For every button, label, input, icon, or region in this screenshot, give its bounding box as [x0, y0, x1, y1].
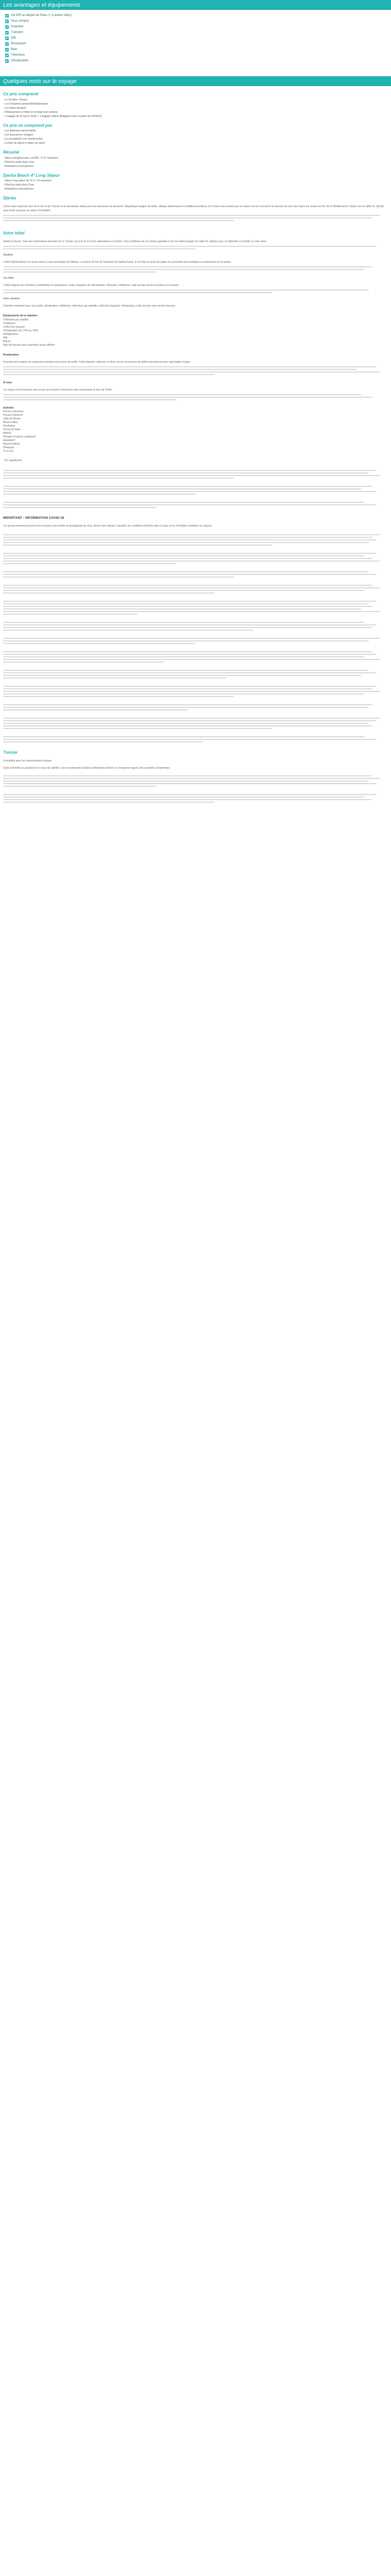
text-block	[3, 215, 388, 221]
text-block	[3, 718, 388, 729]
text-block	[3, 601, 388, 615]
compris-line: - Le Vol aller / Retour	[3, 98, 27, 101]
text-block	[3, 366, 388, 375]
equipement-item: Balcon	[3, 340, 11, 343]
equipement-item: Téléphone	[3, 321, 15, 325]
chambre-label: Votre chambre	[3, 297, 20, 301]
rooms-text: L'hôtel dispose de chambres confortables et spacieuses, toutes équipées de climatisation, télévision, téléphone, salle de bain privée et balcon ou terrasse.	[3, 284, 180, 287]
activite-item: Piscine intérieure	[3, 414, 23, 417]
compris-line: - Les Transferts aéroport/hôtel/aéroport	[3, 102, 48, 106]
djerba-heading: Djerba Beach 4* Long Séjour	[3, 173, 60, 178]
activite-item: Pétanque	[3, 446, 14, 450]
equipement-label: Équipements de la chambre	[3, 314, 38, 318]
hotel-heading: Votre hôtel	[3, 230, 25, 235]
text-block	[3, 470, 388, 479]
text-block	[3, 486, 388, 495]
text-block	[3, 704, 388, 710]
text-block	[3, 246, 388, 249]
non-compris-line: - Les dépenses personnelles	[3, 129, 36, 133]
compris-line: - Hébergement à l'hôtel en formule tout compris	[3, 110, 58, 114]
djerba-line: - Hôtel les pieds dans l'eau	[3, 183, 34, 187]
hotel-intro: Djerba la douce, l'une des destinations favorites de la Tunisie, est une île à la fois authentique et colorée. Vous profiterez de son climat agréable et de ses belles plages de sable fin, idéales pour se détendre en famille ou entre amis.	[3, 240, 267, 243]
restaurant-label: Restauration	[3, 353, 19, 357]
avantage-item: Vol A/R au départ de Paris (+ d autres villes)	[5, 13, 388, 19]
text-block	[3, 622, 388, 631]
checkmark-icon	[5, 37, 9, 40]
djerba-line: - Séjour long séjour de 15 J / 14 semaines	[3, 179, 52, 183]
notes-text: Les repas et les boissons sont servis aux horaires d'ouverture des restaurants et bars de l'hôtel.	[3, 388, 113, 392]
tunisie-heading: Tunisie	[3, 750, 18, 755]
avantage-item: Climatisation	[5, 58, 388, 64]
avantage-item: Télévision	[5, 53, 388, 58]
resume-list	[3, 156, 388, 168]
activite-item: Tir à l'arc	[3, 450, 14, 453]
restaurant-text: Formule tout compris au restaurant principal sous forme de buffet. Petit-déjeuner, déjeuner et dîner servis sous forme de buffet international avec spécialités locales.	[3, 360, 191, 364]
activite-item: Équitation*	[3, 439, 16, 443]
text-block	[3, 290, 388, 293]
text-block	[3, 502, 388, 508]
compris-line: - Les taxes aéroport	[3, 106, 26, 110]
equipement-item: Réfrigérateur	[3, 332, 19, 336]
checkmark-icon	[5, 20, 9, 23]
avantage-item: Chambre	[5, 24, 388, 30]
checkmark-icon	[5, 14, 9, 18]
text-block	[3, 651, 388, 663]
checkmark-icon	[5, 42, 9, 46]
compris-heading: Ce prix comprend	[3, 92, 39, 96]
rooms-label: Vos hôtel	[3, 276, 14, 280]
activites-label: Activités	[3, 406, 14, 410]
resume-heading: Résumé	[3, 150, 20, 155]
activite-item: Beach football	[3, 443, 20, 446]
equipement-item: Wifi	[3, 336, 8, 340]
non-compris-line: - La taxe de séjour à régler sur place	[3, 142, 45, 145]
non-compris-line: - Les assurances voyages	[3, 133, 34, 137]
djerba-line: - Animations francophones	[3, 188, 34, 191]
important-heading: IMPORTANT : INFORMATION COVID-19	[3, 517, 64, 520]
notes-label: À noter	[3, 381, 12, 384]
equipement-list	[3, 318, 388, 347]
checkmark-icon	[5, 31, 9, 35]
text-block	[3, 736, 388, 742]
text-block	[3, 775, 388, 787]
djerba-list	[3, 179, 388, 191]
activite-item: Billard*	[3, 432, 11, 435]
text-block	[3, 585, 388, 594]
equipement-item: Coffre-fort (payant)	[3, 325, 25, 329]
text-block	[3, 394, 388, 400]
non-compris-line: - Les prestations non mentionnées	[3, 138, 43, 141]
tunisie-text: Carte d'identité ou passeport en cours de validité. Les ressortissants d'autres nationalités doivent se renseigner auprès des autorités compétentes.	[3, 766, 171, 770]
avantages-list	[0, 10, 391, 68]
activites-footnote: * En supplément	[3, 459, 22, 463]
avantage-item: Bain	[5, 47, 388, 53]
compris-list	[3, 98, 388, 118]
text-block	[3, 670, 388, 679]
text-block	[3, 266, 388, 273]
text-block	[3, 553, 388, 564]
equipement-item: Climatisation (du 15/6 au 15/9)	[3, 329, 39, 332]
non-compris-list	[3, 129, 388, 145]
page	[0, 0, 391, 815]
text-block	[3, 638, 388, 644]
text-block	[3, 571, 388, 578]
important-text: Les gouvernements prennent des mesures pour limiter la propagation du virus. Avant votre départ, consultez les conditions d'entrée dans le pays et les formalités sanitaires en vigueur.	[3, 524, 213, 528]
equipement-item: Bain de bouche avec bouteilles d'eau offertes	[3, 343, 55, 347]
resume-line: - Animations francophones	[3, 164, 34, 168]
text-block	[3, 686, 388, 697]
avantages-section-header: Les avantages et équipements	[0, 0, 391, 10]
situation-label: Situation	[3, 253, 13, 257]
activite-item: Tennis de table	[3, 428, 21, 432]
non-compris-heading: Ce prix ne comprend pas	[3, 123, 53, 128]
voyage-content	[0, 86, 391, 803]
checkmark-icon	[5, 25, 9, 29]
checkmark-icon	[5, 54, 9, 57]
resume-line: - Séjour aérogrisé avec vol A/R : 8 J/7 semaines	[3, 156, 58, 160]
chambre-text: Chambre standard avec vue jardin, climatisation, téléphone, télévision par satellite, coffre-fort (payant), réfrigérateur, salle de bain avec sèche-cheveux.	[3, 304, 176, 308]
destination-text: Lâche votre esprit du vent de la mer et de Tunisie où la destination idéale pour les amoureux de farniente. Magnifiques plages de sable, villages pittoresques et traditions berbères, la Tunisie vous séduira par la chaleur de son accueil et la douceur de vivre qui règne sur toutes les îles de la Méditerranée. Soleil, mer et sable fin, Djerba vous invite à passer un séjour inoubliable.	[3, 205, 384, 212]
equipement-item: Télévision par satellite	[3, 318, 29, 321]
activite-item: Piscine extérieure	[3, 410, 24, 414]
text-block	[3, 534, 388, 546]
avantage-item: Tous compris	[5, 19, 388, 24]
avantage-item: Transfert	[5, 30, 388, 36]
text-block	[3, 794, 388, 803]
activite-item: Plongée et sports nautiques*	[3, 435, 36, 439]
activite-item: Salle de fitness	[3, 417, 21, 421]
activite-item: Beach-volley	[3, 421, 18, 425]
avantage-item: Wifi	[5, 36, 388, 41]
destination-heading: Djerba	[3, 196, 16, 201]
activite-item: Fléchettes	[3, 425, 15, 428]
voyage-section-header: Quelques mots sur le voyage	[0, 76, 391, 86]
compris-line: - 1 bagage de 23 kg en soute + 1 bagage cabine (Bagages inclus à partir du 01/05/23)	[3, 114, 102, 118]
resume-line: - Hôtel les pieds dans l'eau	[3, 160, 34, 164]
checkmark-icon	[5, 48, 9, 52]
tunisie-formalites: Formalités pour les ressortissants français :	[3, 759, 53, 762]
avantage-item: Restaurant	[5, 41, 388, 47]
checkmark-icon	[5, 59, 9, 63]
activites-list	[3, 410, 388, 453]
situation-text: L'hôtel Djerba Beach se trouve dans la zone touristique de Midoun, à environ 25 km de l'aéroport de Djerba-Zarzis. Il est situé en bord de plage et à proximité des boutiques et restaurants de la station.	[3, 260, 232, 264]
